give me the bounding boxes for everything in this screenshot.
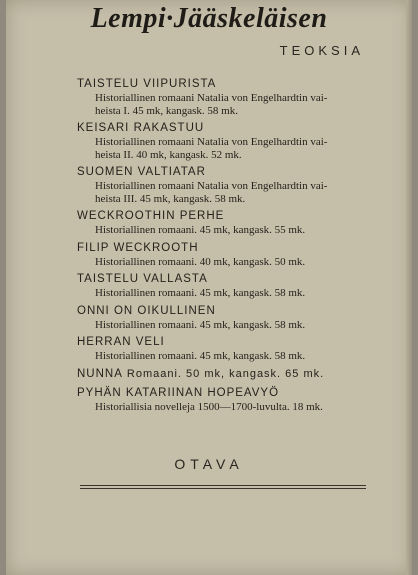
work-title: KEISARI RAKASTUU [77, 122, 205, 134]
works-heading: TEOKSIA [279, 43, 364, 58]
divider [80, 485, 366, 486]
work-entry [77, 241, 377, 269]
publisher-name: OTAVA [174, 456, 244, 472]
work-description: Historiallinen romaani. 40 mk, kangask. 50 mk. [95, 255, 306, 268]
page-edge [406, 0, 412, 575]
work-entry [77, 121, 377, 161]
work-description: Romaani. 50 mk, kangask. 65 mk. [126, 367, 325, 380]
divider [80, 488, 366, 489]
work-entry [77, 272, 377, 300]
book-back-cover [6, 0, 412, 575]
work-description: Historiallinen romaani Natalia von Engelhardtin vai- heista II. 40 mk, kangask. 52 mk. [95, 136, 328, 161]
work-title: FILIP WECKROOTH [77, 241, 199, 254]
work-title: HERRAN VELI [77, 336, 165, 348]
work-title: TAISTELU VIIPURISTA [77, 78, 217, 90]
work-entry [77, 77, 377, 117]
work-description: Historiallinen romaani Natalia von Engelhardtin vai- heista I. 45 mk, kangask. 58 mk. [95, 92, 328, 117]
work-title-inline [77, 367, 377, 382]
work-title: ONNI ON OIKULLINEN [77, 304, 216, 317]
author-heading: Lempi·Jääskeläisen [90, 3, 328, 34]
work-title: NUNNA [77, 367, 123, 380]
work-description: Historiallinen romaani. 45 mk, kangask. 55 mk. [95, 224, 306, 236]
work-description: Historiallinen romaani. 45 mk, kangask. 58 mk. [95, 287, 306, 299]
work-title: PYHÄN KATARIINAN HOPEAVYÖ [77, 386, 280, 399]
work-description: Historiallinen romaani. 45 mk, kangask. 58 mk. [95, 350, 306, 362]
work-description: Historiallinen romaani. 45 mk, kangask. 58 mk. [95, 318, 306, 331]
work-title: SUOMEN VALTIATAR [77, 166, 206, 178]
work-description: Historiallisia novelleja 1500—1700-luvulta. 18 mk. [95, 400, 323, 413]
work-description: Historiallinen romaani Natalia von Engelhardtin vai- heista III. 45 mk, kangask. 58 mk. [95, 180, 328, 205]
work-title: TAISTELU VALLASTA [77, 273, 208, 285]
work-entry [77, 335, 377, 363]
work-entry [77, 367, 377, 382]
work-entry [77, 304, 377, 332]
work-entry [77, 386, 377, 414]
work-entry [77, 209, 377, 237]
work-entry [77, 165, 377, 205]
works-list [77, 77, 377, 417]
work-title: WECKROOTHIN PERHE [77, 210, 225, 222]
